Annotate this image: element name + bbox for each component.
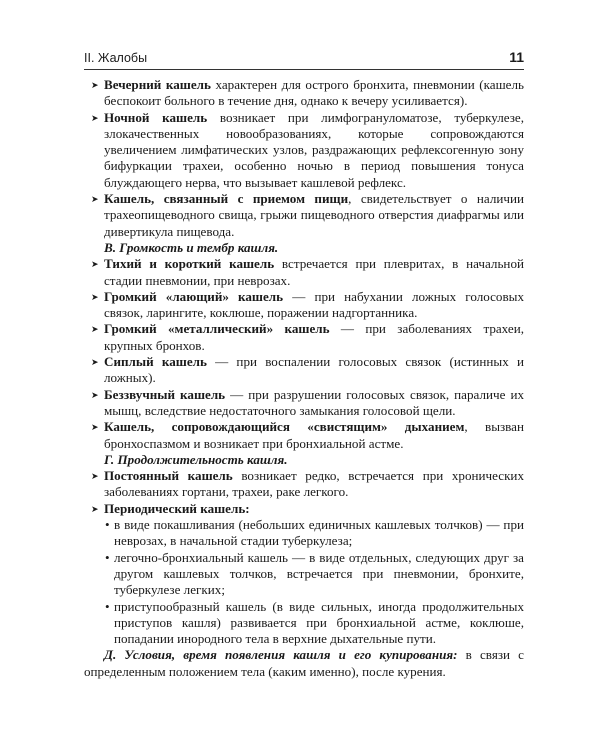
list-item	[84, 419, 524, 452]
dot-bullet-icon: •	[105, 517, 110, 533]
arrow-bullet-icon: ➤	[91, 357, 99, 368]
sub-list-item	[84, 599, 524, 648]
dot-bullet-icon: •	[105, 598, 110, 614]
arrow-bullet-icon: ➤	[91, 291, 99, 302]
page-number: 11	[509, 49, 524, 65]
item-text: возникает редко, встречается при хронических заболеваниях гортани, трахеи, раке легкого.	[104, 468, 524, 500]
final-paragraph	[84, 647, 524, 680]
arrow-bullet-icon: ➤	[91, 80, 99, 90]
arrow-bullet-icon: ➤	[91, 112, 99, 123]
final-text: в связи с определенным положением тела (каким именно), после курения.	[84, 647, 524, 679]
section-heading: Г. Продолжительность кашля.	[104, 451, 288, 467]
arrow-bullet-icon: ➤	[91, 471, 99, 482]
header-rule	[84, 69, 524, 70]
item-text: , свидетельствует о наличии трахеопищеводного свища, грыжи пищеводного отверстия диафрагмы или дивертикула пищевода.	[104, 191, 524, 239]
term: Постоянный кашель	[104, 468, 233, 484]
list-item	[84, 354, 524, 387]
arrow-bullet-icon: ➤	[91, 503, 99, 514]
term: Громкий «лающий» кашель	[104, 288, 284, 304]
item-text: характерен для острого бронхита, пневмонии (кашель беспокоит больного в течение дня, однако к вечеру усиливается).	[104, 77, 524, 109]
item-text: — при разрушении голосовых связок, параличе их мышц, вследствие недостаточного замыкания голосовой щели.	[104, 386, 524, 418]
term: Ночной кашель	[104, 109, 208, 125]
list-item	[84, 191, 524, 240]
arrow-bullet-icon: ➤	[91, 389, 99, 400]
term: Тихий и короткий кашель	[104, 256, 275, 272]
term: Беззвучный кашель	[104, 386, 226, 402]
item-text: , вызван бронхоспазмом и возникает при бронхиальной астме.	[104, 419, 525, 451]
running-header	[84, 50, 524, 66]
page-body	[84, 77, 524, 680]
section-heading: В. Громкость и тембр кашля.	[104, 239, 279, 255]
list-item	[84, 501, 524, 517]
arrow-bullet-icon: ➤	[91, 194, 99, 205]
running-title: II. Жалобы	[84, 51, 148, 65]
term: Громкий «металлический» кашель	[104, 321, 330, 337]
sub-list-item	[84, 550, 524, 599]
arrow-bullet-icon: ➤	[91, 324, 99, 335]
term: Сиплый кашель	[104, 354, 207, 370]
item-text: встречается при плевритах, в начальной стадии пневмонии, при неврозах.	[104, 256, 524, 288]
item-text: — при набухании ложных голосовых связок, ларингите, коклюше, поражении надгортанника.	[104, 288, 524, 321]
list-item	[84, 387, 524, 420]
item-text: — при воспалении голосовых связок (истинных и ложных).	[104, 354, 524, 386]
arrow-bullet-icon: ➤	[91, 422, 99, 433]
final-lead: Д. Условия, время появления кашля и его купирования:	[104, 647, 458, 663]
sub-item-text: приступообразный кашель (в виде сильных, иногда продолжительных приступов кашля) развивается при бронхиальной астме, коклюше, попадании инородного тела в верхние дыхательные пути.	[114, 598, 524, 647]
list-item	[84, 110, 524, 191]
term: Вечерний кашель	[104, 77, 211, 92]
list-item	[84, 468, 524, 501]
term: Кашель, сопровождающийся «свистящим» дыханием	[104, 419, 465, 435]
list-item	[84, 77, 524, 110]
item-text: возникает при лимфогрануломатозе, туберкулезе, злокачественных новообразованиях, которые сопровождаются увеличением лимфатических узлов, раздражающих рефлексогенную зону бифуркации трахеи, особенно ночью в период повышения тонуса блуждающего нерва, что вызывает кашлевой рефлекс.	[104, 109, 524, 190]
item-text: — при заболеваниях трахеи, крупных бронхов.	[104, 321, 525, 353]
list-item	[84, 256, 524, 289]
sub-list-item	[84, 517, 524, 550]
sub-item-text: в виде покашливания (небольших единичных кашлевых толчков) — при неврозах, в начальной стадии туберкулеза;	[114, 517, 524, 549]
arrow-bullet-icon: ➤	[91, 259, 99, 270]
term: Периодический кашель:	[104, 500, 250, 516]
dot-bullet-icon: •	[105, 549, 110, 565]
term: Кашель, связанный с приемом пищи	[104, 191, 349, 207]
list-item	[84, 321, 524, 354]
sub-item-text: легочно-бронхиальный кашель — в виде отдельных, следующих друг за другом кашлевых толчков, встречается при пневмонии, бронхите, туберкулезе легких;	[114, 549, 524, 598]
list-item	[84, 289, 524, 322]
